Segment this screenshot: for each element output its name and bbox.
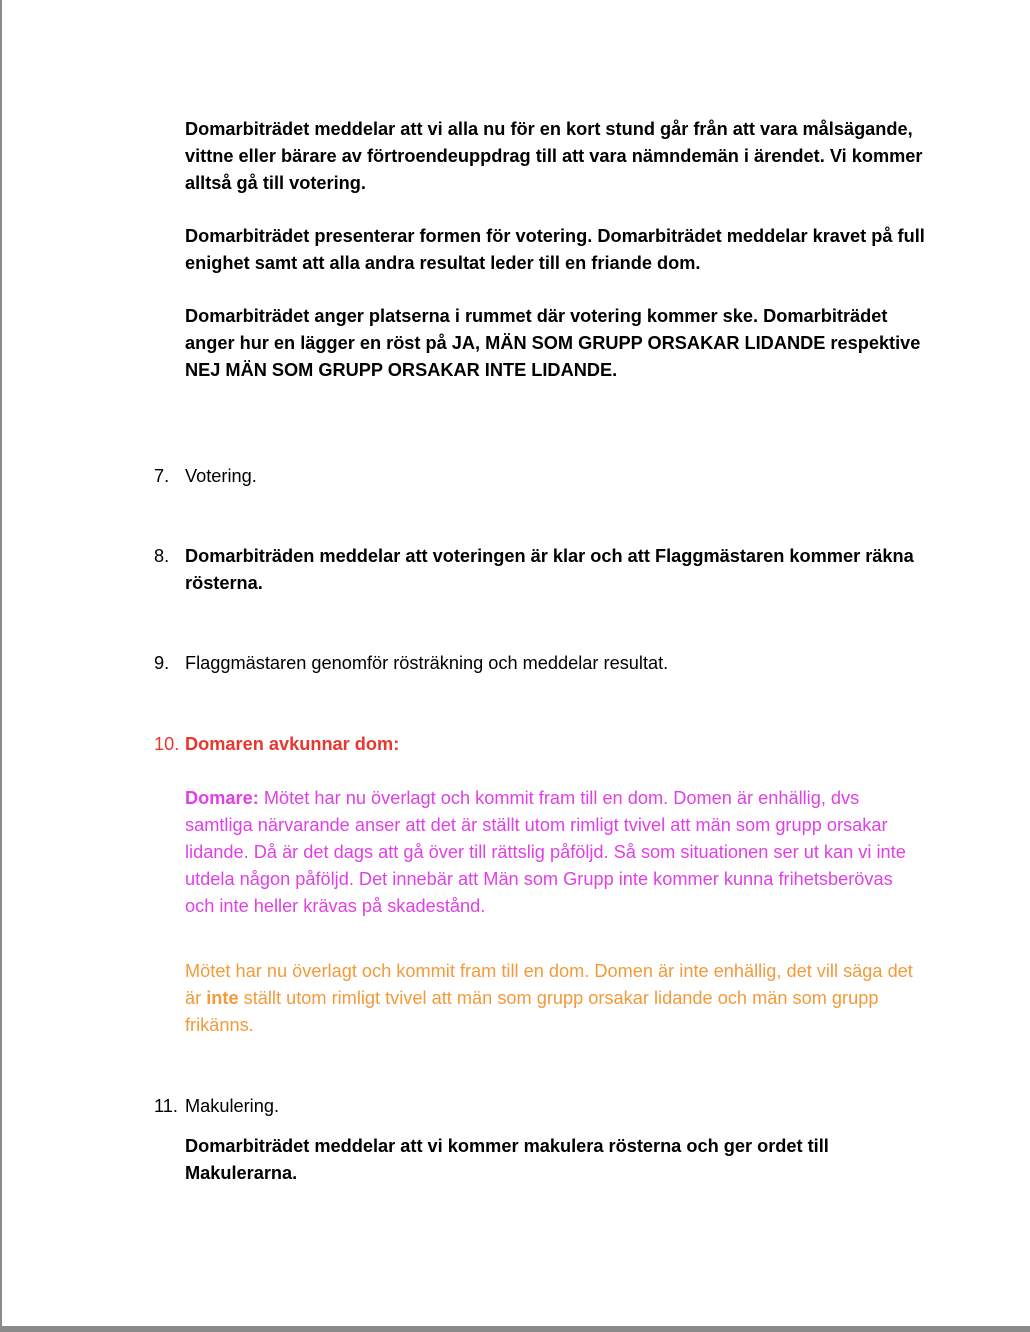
- list-item-8: [154, 543, 924, 593]
- list-item-7: [154, 463, 924, 490]
- verdict-acquit-text-2: ställt utom rimligt tvivel att män som grupp orsakar lidande och män som grupp frikänns.: [185, 988, 879, 1035]
- item-text: Domaren avkunnar dom:: [185, 734, 400, 754]
- intro-paragraph-1: Domarbiträdet meddelar att vi alla nu för en kort stund går från att vara målsägande, vittne eller bärare av förtroendeuppdrag till att vara nämndemän i ärendet. Vi kommer alltså gå till votering.: [185, 119, 923, 193]
- judge-speaker-label: Domare:: [185, 788, 259, 808]
- list-item-10: [154, 731, 924, 758]
- item-number: 11.: [154, 1096, 178, 1116]
- verdict-guilty-paragraph: [185, 785, 925, 920]
- intro-paragraph-2: Domarbiträdet presenterar formen för votering. Domarbiträdet meddelar kravet på full enighet samt att alla andra resultat leder till en friande dom.: [185, 226, 925, 273]
- item-text: Makulering.: [185, 1096, 280, 1116]
- verdict-acquit-emphasis: inte: [206, 988, 239, 1008]
- item-text: Domarbiträden meddelar att voteringen är klar och att Flaggmästaren kommer räkna rösterna.: [185, 546, 914, 593]
- verdict-acquit-paragraph: [185, 958, 925, 1039]
- list-item-11: [154, 1093, 924, 1120]
- intro-paragraph-3: Domarbiträdet anger platserna i rummet där votering kommer ske. Domarbiträdet anger hur en lägger en röst på JA, MÄN SOM GRUPP ORSAKAR LIDANDE respektive NEJ MÄN SOM GRUPP ORSAKAR INTE LIDANDE.: [185, 306, 921, 380]
- item-number: 8.: [154, 546, 170, 566]
- makulering-note: Domarbiträdet meddelar att vi kommer makulera rösterna och ger ordet till Makulerarna.: [185, 1136, 829, 1183]
- verdict-acquit-text-1: Mötet har nu överlagt och kommit fram till en dom. Domen är inte enhällig, det vill säga det är: [185, 961, 913, 1008]
- item-text: Votering.: [185, 466, 257, 486]
- document-page: [2, 0, 1030, 1326]
- verdict-guilty-text: Mötet har nu överlagt och kommit fram till en dom. Domen är enhällig, dvs samtliga närvarande anser att det är ställt utom rimligt tvivel att män som grupp orsakar lidande. Då är det dags att gå över till rättslig påföljd. Så som situationen ser ut kan vi inte utdela någon påföljd. Det innebär att Män som Grupp inte kommer kunna frihetsberövas och inte heller krävas på skadestånd.: [185, 788, 906, 916]
- item-text: Flaggmästaren genomför rösträkning och meddelar resultat.: [185, 653, 669, 673]
- item-number: 7.: [154, 466, 170, 486]
- item-number: 10.: [154, 734, 180, 754]
- list-item-9: [154, 650, 924, 677]
- item-number: 9.: [154, 653, 170, 673]
